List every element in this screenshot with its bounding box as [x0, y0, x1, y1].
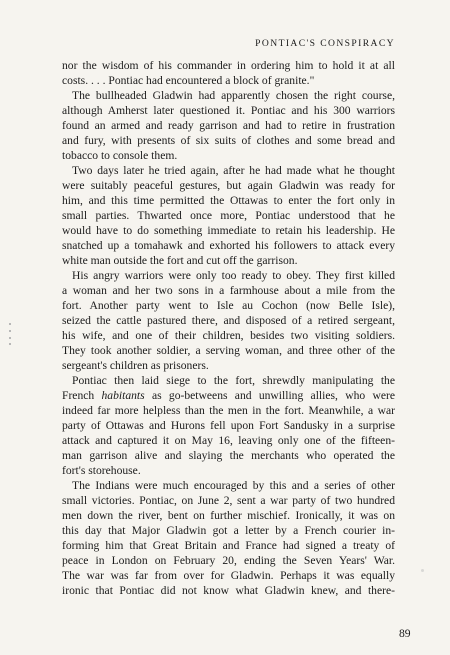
text-line: The bullheaded Gladwin had apparently chosen the right course, [72, 89, 395, 102]
text-line: Pontiac then laid siege to the fort, shrewdly manipulating the [72, 374, 395, 387]
text-line: ironic that Pontiac did not know what Gladwin knew, and there- [62, 584, 395, 597]
text-line: fort. Another party went to Isle au Cochon (now Belle Isle), [62, 299, 395, 312]
text-line: men down the river, bent on further mischief. Ironically, it was on [62, 509, 395, 522]
text-line: fort's storehouse. [62, 464, 141, 477]
text-line: His angry warriors were only too ready to obey. They first killed [72, 269, 395, 282]
text-line: man garrison alive and slaying the merchants who operated the [62, 449, 395, 462]
text-line: They took another soldier, a serving woman, and three other of the [62, 344, 395, 357]
text-line: nor the wisdom of his commander in ordering him to hold it at all [62, 59, 395, 72]
text-line: indeed far more helpless than the men in the fort. Meanwhile, a war [62, 404, 395, 417]
text-line: seized the cattle pastured there, and disposed of a retired sergeant, [62, 314, 395, 327]
text-line: tobacco to console them. [62, 149, 178, 162]
body-text [62, 58, 395, 598]
text-line: white man outside the fort and cut off the garrison. [62, 254, 298, 267]
text-line: and fury, with presents of six suits of clothes and some bread and [62, 134, 395, 147]
text-line: French habitants as go-betweens and unwilling allies, who were [62, 389, 395, 402]
text-line: snatched up a tomahawk and exhorted his followers to attack every [62, 239, 395, 252]
text-line: a woman and her two sons in a farmhouse about a mile from the [62, 284, 395, 297]
text-line: peace in London on February 20, ending the Seven Years' War. [62, 554, 395, 567]
text-line: The war was far from over for Gladwin. Perhaps it was equally [62, 569, 395, 582]
text-line: party of Ottawas and Hurons fell upon Fort Sandusky in a surprise [62, 419, 395, 432]
text-line: small parties. Thwarted once more, Pontiac understood that he [62, 209, 395, 222]
text-line: found an armed and ready garrison and had to retire in frustration [62, 119, 395, 132]
text-line: Two days later he tried again, after he had made what he thought [72, 164, 395, 177]
text-line: him, and this time permitted the Ottawas to enter the fort only in [62, 194, 395, 207]
text-line: although Amherst later questioned it. Pontiac and his 300 warriors [62, 104, 395, 117]
text-line: forming him that Great Britain and France had signed a treaty of [62, 539, 395, 552]
page-number: 89 [399, 627, 411, 640]
text-line: attack and captured it on May 16, leaving only one of the fifteen- [62, 434, 395, 447]
text-line: this day that Major Gladwin got a letter by a French courier in- [62, 524, 395, 537]
text-line: costs. . . . Pontiac had encountered a block of granite." [62, 74, 315, 87]
text-line: his wife, and one of their children, besides two visiting soldiers. [62, 329, 395, 342]
margin-marks [8, 323, 12, 345]
running-head: PONTIAC'S CONSPIRACY [255, 38, 395, 49]
text-line: were suitably peaceful gestures, but again Gladwin was ready for [62, 179, 395, 192]
paper-speck [421, 569, 424, 572]
text-line: The Indians were much encouraged by this and a series of other [72, 479, 395, 492]
text-line: small victories. Pontiac, on June 2, sent a war party of two hundred [62, 494, 395, 507]
text-line: sergeant's children as prisoners. [62, 359, 209, 372]
text-line: would have to do something immediate to retain his leadership. He [62, 224, 395, 237]
